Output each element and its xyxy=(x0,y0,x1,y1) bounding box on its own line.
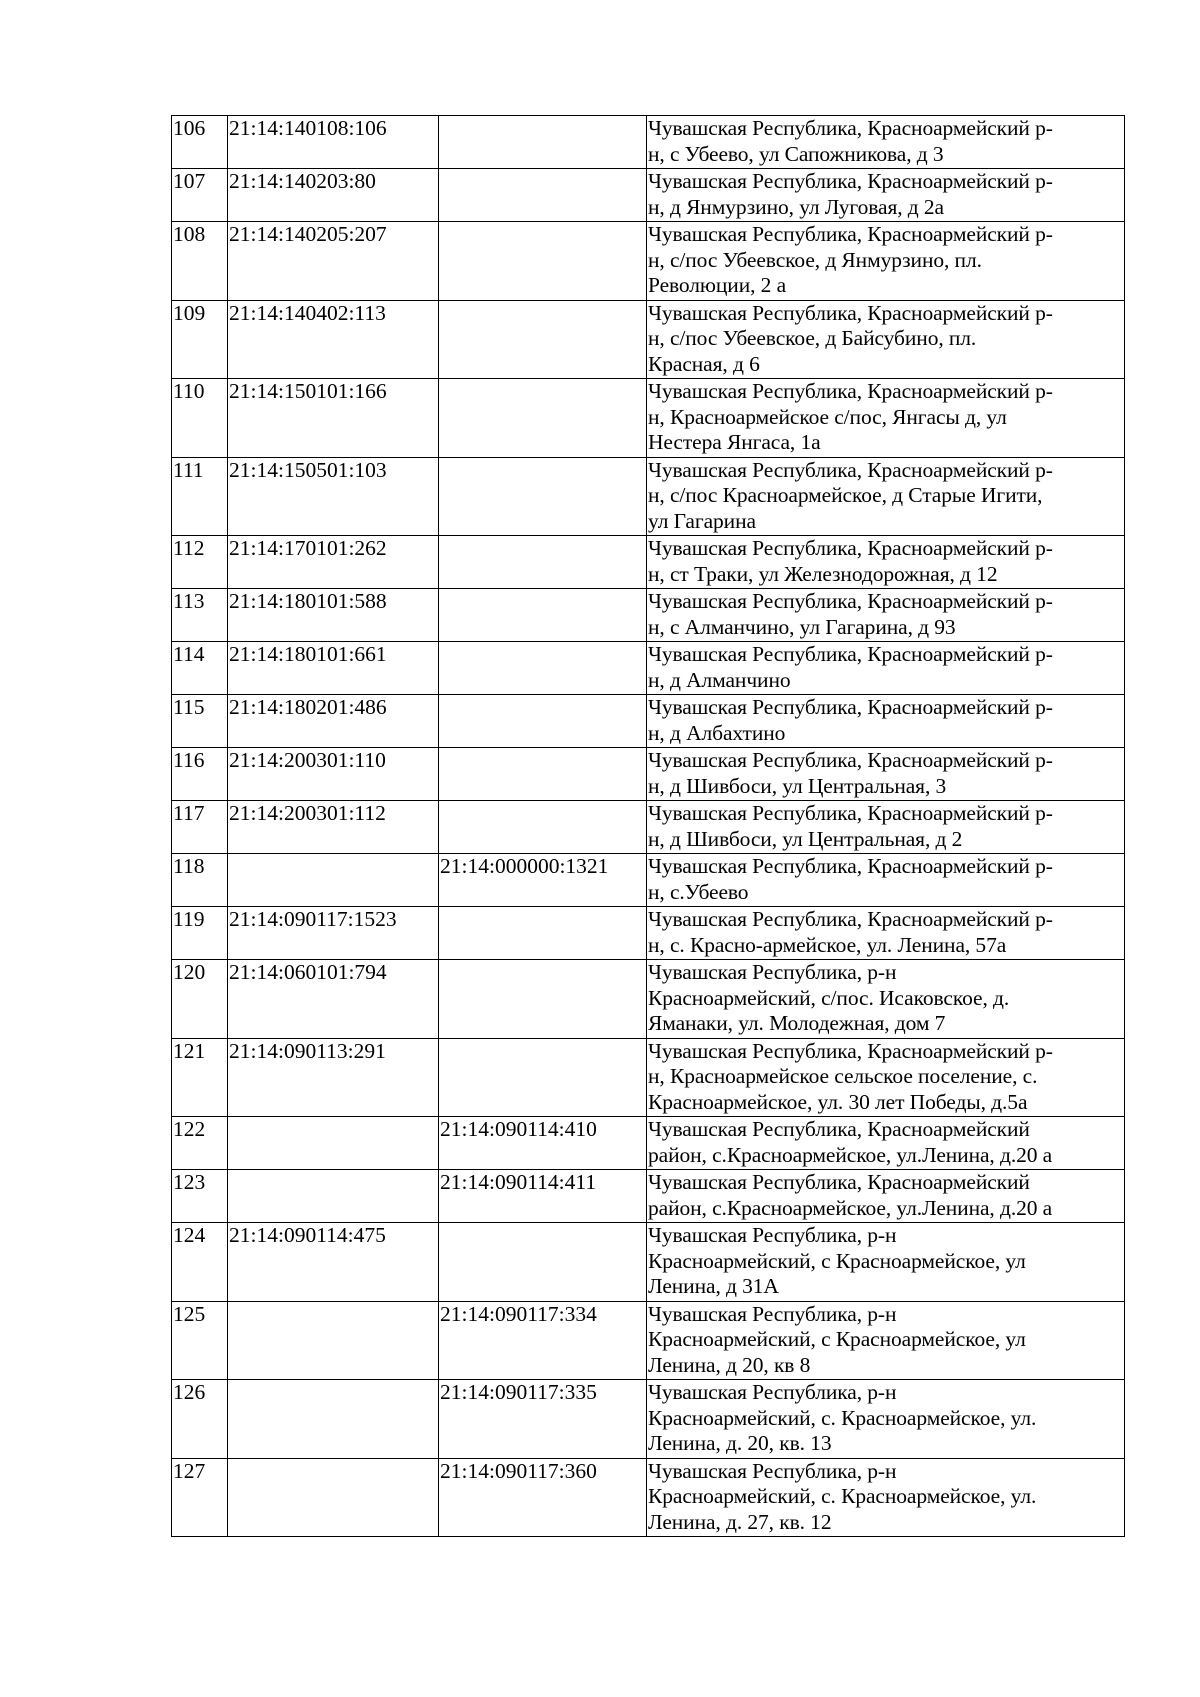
cadastral-number-land-cell: 21:14:150501:103 xyxy=(228,457,439,536)
row-number-cell: 125 xyxy=(172,1301,228,1380)
row-number-cell: 107 xyxy=(172,169,228,222)
cadastral-number-object-cell xyxy=(439,1038,647,1117)
row-number-cell: 108 xyxy=(172,222,228,301)
address-cell: Чувашская Республика, Красноармейский р- н, д Янмурзино, ул Луговая, д 2а xyxy=(647,169,1125,222)
address-cell: Чувашская Республика, Красноармейский район, с.Красноармейское, ул.Ленина, д.20 а xyxy=(647,1170,1125,1223)
address-cell: Чувашская Республика, Красноармейский р- н, с/пос Убеевское, д Янмурзино, пл. Революции, 2 а xyxy=(647,222,1125,301)
row-number-cell: 124 xyxy=(172,1223,228,1302)
cadastral-number-object-cell xyxy=(439,960,647,1039)
cadastral-number-land-cell: 21:14:170101:262 xyxy=(228,536,439,589)
row-number-cell: 115 xyxy=(172,695,228,748)
row-number-cell: 114 xyxy=(172,642,228,695)
cadastral-number-object-cell: 21:14:000000:1321 xyxy=(439,854,647,907)
cadastral-number-land-cell: 21:14:180101:661 xyxy=(228,642,439,695)
address-cell: Чувашская Республика, Красноармейский р- н, с/пос Красноармейское, д Старые Игити, ул Гагарина xyxy=(647,457,1125,536)
table-row xyxy=(172,748,1125,801)
address-cell: Чувашская Республика, Красноармейский р- н, с. Красно-армейское, ул. Ленина, 57а xyxy=(647,907,1125,960)
table-row xyxy=(172,642,1125,695)
table-row xyxy=(172,1038,1125,1117)
cadastral-number-land-cell: 21:14:150101:166 xyxy=(228,379,439,458)
row-number-cell: 121 xyxy=(172,1038,228,1117)
table-row xyxy=(172,854,1125,907)
cadastral-number-land-cell: 21:14:060101:794 xyxy=(228,960,439,1039)
cadastral-number-land-cell xyxy=(228,1117,439,1170)
cadastral-number-land-cell xyxy=(228,854,439,907)
cadastral-number-land-cell: 21:14:140108:106 xyxy=(228,116,439,169)
cadastral-number-land-cell xyxy=(228,1380,439,1459)
cadastral-number-land-cell: 21:14:090113:291 xyxy=(228,1038,439,1117)
cadastral-number-land-cell: 21:14:140402:113 xyxy=(228,300,439,379)
address-cell: Чувашская Республика, Красноармейский р- н, д Шивбоси, ул Центральная, 3 xyxy=(647,748,1125,801)
address-cell: Чувашская Республика, р-н Красноармейский, с. Красноармейское, ул. Ленина, д. 27, кв. 12 xyxy=(647,1458,1125,1537)
table-row xyxy=(172,169,1125,222)
cadastral-number-object-cell xyxy=(439,1223,647,1302)
cadastral-number-land-cell xyxy=(228,1458,439,1537)
address-cell: Чувашская Республика, р-н Красноармейский, с Красноармейское, ул Ленина, д 31А xyxy=(647,1223,1125,1302)
row-number-cell: 118 xyxy=(172,854,228,907)
property-registry-table xyxy=(171,115,1125,1537)
row-number-cell: 120 xyxy=(172,960,228,1039)
address-cell: Чувашская Республика, Красноармейский р- н, с/пос Убеевское, д Байсубино, пл. Красная, д 6 xyxy=(647,300,1125,379)
cadastral-number-object-cell xyxy=(439,379,647,458)
table-row xyxy=(172,1380,1125,1459)
address-cell: Чувашская Республика, Красноармейский район, с.Красноармейское, ул.Ленина, д.20 а xyxy=(647,1117,1125,1170)
address-cell: Чувашская Республика, Красноармейский р- н, с Убеево, ул Сапожникова, д 3 xyxy=(647,116,1125,169)
cadastral-number-land-cell: 21:14:180101:588 xyxy=(228,589,439,642)
table-row xyxy=(172,960,1125,1039)
cadastral-number-object-cell xyxy=(439,748,647,801)
cadastral-number-object-cell xyxy=(439,457,647,536)
cadastral-number-object-cell xyxy=(439,801,647,854)
table-row xyxy=(172,379,1125,458)
cadastral-number-land-cell: 21:14:140203:80 xyxy=(228,169,439,222)
table-row xyxy=(172,300,1125,379)
address-cell: Чувашская Республика, Красноармейский р- н, д Албахтино xyxy=(647,695,1125,748)
table-row xyxy=(172,1223,1125,1302)
table-row xyxy=(172,589,1125,642)
cadastral-number-object-cell xyxy=(439,907,647,960)
row-number-cell: 112 xyxy=(172,536,228,589)
row-number-cell: 106 xyxy=(172,116,228,169)
table-row xyxy=(172,801,1125,854)
cadastral-number-object-cell: 21:14:090117:360 xyxy=(439,1458,647,1537)
cadastral-number-land-cell xyxy=(228,1301,439,1380)
cadastral-number-object-cell: 21:14:090114:410 xyxy=(439,1117,647,1170)
cadastral-number-object-cell xyxy=(439,642,647,695)
cadastral-number-object-cell xyxy=(439,536,647,589)
cadastral-number-land-cell: 21:14:180201:486 xyxy=(228,695,439,748)
row-number-cell: 123 xyxy=(172,1170,228,1223)
address-cell: Чувашская Республика, р-н Красноармейский, с. Красноармейское, ул. Ленина, д. 20, кв. 13 xyxy=(647,1380,1125,1459)
table-row xyxy=(172,116,1125,169)
cadastral-number-land-cell: 21:14:090117:1523 xyxy=(228,907,439,960)
cadastral-number-land-cell: 21:14:090114:475 xyxy=(228,1223,439,1302)
row-number-cell: 119 xyxy=(172,907,228,960)
address-cell: Чувашская Республика, Красноармейский р- н, Красноармейское с/пос, Янгасы д, ул Нестера Янгаса, 1а xyxy=(647,379,1125,458)
address-cell: Чувашская Республика, Красноармейский р- н, д Шивбоси, ул Центральная, д 2 xyxy=(647,801,1125,854)
row-number-cell: 122 xyxy=(172,1117,228,1170)
cadastral-number-object-cell xyxy=(439,169,647,222)
cadastral-number-object-cell xyxy=(439,300,647,379)
table-row xyxy=(172,536,1125,589)
table-row xyxy=(172,1170,1125,1223)
address-cell: Чувашская Республика, р-н Красноармейский, с/пос. Исаковское, д. Яманаки, ул. Молодежная, дом 7 xyxy=(647,960,1125,1039)
table-row xyxy=(172,1458,1125,1537)
cadastral-number-object-cell xyxy=(439,589,647,642)
cadastral-number-object-cell xyxy=(439,695,647,748)
table-row xyxy=(172,1301,1125,1380)
cadastral-number-object-cell: 21:14:090117:334 xyxy=(439,1301,647,1380)
address-cell: Чувашская Республика, Красноармейский р- н, Красноармейское сельское поселение, с. Красноармейское, ул. 30 лет Победы, д.5а xyxy=(647,1038,1125,1117)
table-row xyxy=(172,907,1125,960)
row-number-cell: 127 xyxy=(172,1458,228,1537)
cadastral-number-object-cell: 21:14:090117:335 xyxy=(439,1380,647,1459)
cadastral-number-land-cell: 21:14:200301:112 xyxy=(228,801,439,854)
cadastral-number-object-cell xyxy=(439,116,647,169)
row-number-cell: 109 xyxy=(172,300,228,379)
cadastral-number-object-cell xyxy=(439,222,647,301)
row-number-cell: 126 xyxy=(172,1380,228,1459)
address-cell: Чувашская Республика, Красноармейский р- н, д Алманчино xyxy=(647,642,1125,695)
table-row xyxy=(172,1117,1125,1170)
row-number-cell: 117 xyxy=(172,801,228,854)
table-row xyxy=(172,222,1125,301)
cadastral-number-land-cell: 21:14:140205:207 xyxy=(228,222,439,301)
address-cell: Чувашская Республика, р-н Красноармейский, с Красноармейское, ул Ленина, д 20, кв 8 xyxy=(647,1301,1125,1380)
address-cell: Чувашская Республика, Красноармейский р- н, ст Траки, ул Железнодорожная, д 12 xyxy=(647,536,1125,589)
row-number-cell: 110 xyxy=(172,379,228,458)
table-row xyxy=(172,695,1125,748)
row-number-cell: 113 xyxy=(172,589,228,642)
cadastral-number-object-cell: 21:14:090114:411 xyxy=(439,1170,647,1223)
cadastral-number-land-cell: 21:14:200301:110 xyxy=(228,748,439,801)
cadastral-number-land-cell xyxy=(228,1170,439,1223)
table-row xyxy=(172,457,1125,536)
row-number-cell: 116 xyxy=(172,748,228,801)
row-number-cell: 111 xyxy=(172,457,228,536)
registry-table-body xyxy=(172,116,1125,1537)
address-cell: Чувашская Республика, Красноармейский р- н, с Алманчино, ул Гагарина, д 93 xyxy=(647,589,1125,642)
address-cell: Чувашская Республика, Красноармейский р- н, с.Убеево xyxy=(647,854,1125,907)
